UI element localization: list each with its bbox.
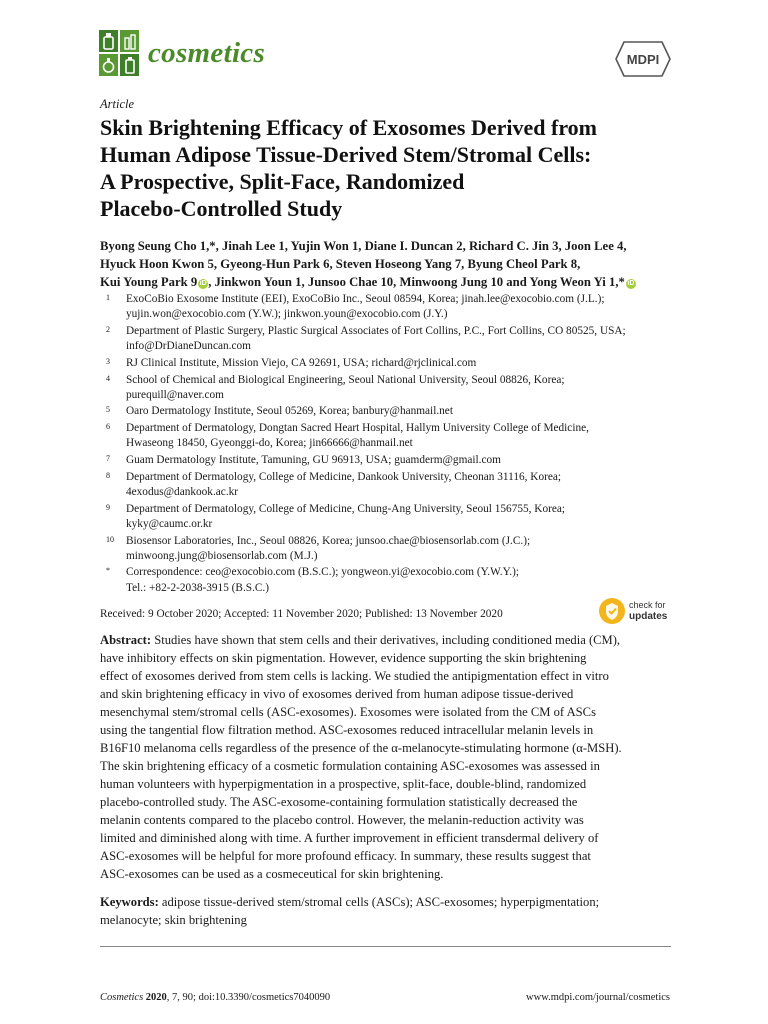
abstract-line: limited and diminished along with time. A further improvement in efficient transdermal delivery of — [100, 831, 599, 845]
keywords-text: adipose tissue-derived stem/stromal cells (ASCs); ASC-exosomes; hyperpigmentation; — [158, 895, 600, 909]
affiliation-text: Hwaseong 18450, Gyeonggi-do, Korea; jin66666@hanmail.net — [126, 437, 413, 450]
abstract-line: melanin contents compared to the placebo control. However, the melanin-reduction activity was — [100, 813, 584, 827]
affiliation-text: minwoong.jung@biosensorlab.com (M.J.) — [126, 549, 318, 562]
check-updates-line: check for — [629, 600, 666, 610]
check-updates-line: updates — [629, 611, 668, 622]
journal-logo[interactable] — [99, 30, 265, 76]
abstract-line: and skin brightening efficacy in vivo of exosomes derived from human adipose tissue-derived — [100, 687, 574, 701]
citation-footer — [100, 992, 330, 1003]
abstract-line: The skin brightening efficacy of a cosmetic formulation containing ASC-exosomes was assessed in — [100, 759, 600, 773]
affiliation-text: Department of Dermatology, Dongtan Sacred Heart Hospital, Hallym University College of Medicine, — [126, 422, 589, 435]
journal-name: cosmetics — [148, 36, 266, 69]
title-line: A Prospective, Split-Face, Randomized — [100, 169, 465, 194]
title-line: Placebo-Controlled Study — [100, 196, 343, 221]
author-line: Byong Seung Cho 1,*, Jinah Lee 1, Yujin Won 1, Diane I. Duncan 2, Richard C. Jin 3, Joon Lee 4, — [100, 239, 627, 253]
title-line: Human Adipose Tissue-Derived Stem/Stromal Cells: — [100, 142, 592, 167]
check-for-updates-badge[interactable] — [598, 597, 667, 625]
affiliation-text: kyky@caumc.or.kr — [126, 517, 213, 530]
keywords-line — [100, 893, 675, 911]
author-name: Kui Young Park 9 — [100, 275, 198, 289]
affiliation-number: 9 — [106, 502, 110, 512]
affiliation-number: * — [106, 566, 110, 576]
abstract — [100, 631, 675, 883]
affiliation-number: 4 — [106, 373, 110, 383]
affiliation-text: Tel.: +82-2-2038-3915 (B.S.C.) — [126, 581, 270, 594]
svg-text:MDPI: MDPI — [626, 52, 660, 67]
abstract-line: ASC-exosomes will be helpful for more profound efficacy. In summary, these results suggest that — [100, 849, 591, 863]
affiliation-item — [100, 356, 680, 371]
author-line: Hyuck Hoon Kwon 5, Gyeong-Hun Park 6, Steven Hoseong Yang 7, Byung Cheol Park 8, — [100, 257, 581, 271]
abstract-line: ASC-exosomes can be used as a cosmeceutical for skin brightening. — [100, 867, 444, 881]
affiliation-item — [100, 453, 680, 468]
affiliation-item — [100, 404, 680, 419]
affiliation-number: 10 — [106, 534, 114, 544]
affiliation-text: info@DrDianeDuncan.com — [126, 340, 251, 353]
affiliation-text: ExoCoBio Exosome Institute (EEI), ExoCoBio Inc., Seoul 08594, Korea; jinah.lee@exocobio.com (J.L.); — [126, 293, 605, 305]
affiliation-number: 7 — [106, 454, 110, 464]
keywords-line: melanocyte; skin brightening — [100, 913, 247, 927]
footer-year: 2020 — [145, 992, 167, 1003]
affiliation-item — [100, 292, 680, 322]
orcid-icon[interactable]: iD — [627, 280, 635, 287]
cosmetics-bottles-icon — [99, 30, 139, 76]
affiliation-number: 2 — [106, 324, 110, 334]
author-line — [100, 273, 700, 291]
affiliation-text: RJ Clinical Institute, Mission Viejo, CA 92691, USA; richard@rjclinical.com — [126, 356, 477, 369]
abstract-line: placebo-controlled study. The ASC-exosome-containing formulation statistically decreased the — [100, 795, 578, 809]
abstract-line: have inhibitory effects on skin pigmentation. However, evidence supporting the skin brightening — [100, 651, 587, 665]
abstract-line — [100, 631, 675, 649]
affiliation-item — [100, 373, 680, 403]
affiliation-text: Department of Plastic Surgery, Plastic Surgical Associates of Fort Collins, P.C., Fort Collins, CO 80525, USA; — [126, 324, 626, 337]
affiliation-text: 4exodus@dankook.ac.kr — [126, 485, 239, 498]
divider — [100, 946, 671, 947]
keywords-label: Keywords: — [100, 895, 159, 909]
affiliation-number: 5 — [106, 405, 110, 415]
abstract-body — [100, 649, 675, 883]
affiliation-item — [100, 470, 680, 500]
abstract-label: Abstract: — [100, 633, 152, 647]
paper-title — [100, 114, 700, 222]
affiliation-number: 6 — [106, 422, 110, 432]
author-list — [100, 237, 700, 291]
check-updates-icon — [598, 597, 626, 625]
affiliation-text: yujin.won@exocobio.com (Y.W.); jinkwon.youn@exocobio.com (J.Y.) — [126, 308, 448, 321]
affiliation-item — [100, 565, 680, 595]
title-line: Skin Brightening Efficacy of Exosomes Derived from — [100, 115, 598, 140]
affiliation-number: 1 — [106, 293, 110, 302]
abstract-line: B16F10 melanoma cells regardless of the presence of the α-melanocyte-stimulating hormone (α-MSH). — [100, 741, 622, 755]
abstract-line: using the tangential flow filtration method. ASC-exosomes reduced intracellular melanin levels in — [100, 723, 594, 737]
publication-dates: Received: 9 October 2020; Accepted: 11 November 2020; Published: 13 November 2020 — [100, 608, 503, 620]
affiliation-text: Correspondence: ceo@exocobio.com (B.S.C.); yongweon.yi@exocobio.com (Y.W.Y.); — [126, 566, 520, 579]
author-names: , Jinkwon Youn 1, Junsoo Chae 10, Minwoong Jung 10 and Yong Weon Yi 1,* — [208, 275, 625, 289]
affiliation-item — [100, 534, 680, 564]
affiliation-item — [100, 421, 680, 451]
abstract-line: effect of exosomes derived from stem cells is lacking. We studied the antipigmentation effect in vitro — [100, 669, 609, 683]
abstract-line: human volunteers with hyperpigmentation in a prospective, split-face, double-blind, randomized — [100, 777, 587, 791]
affiliation-text: Department of Dermatology, College of Medicine, Chung-Ang University, Seoul 156755, Korea; — [126, 502, 566, 515]
affiliation-text: Department of Dermatology, College of Medicine, Dankook University, Cheonan 31116, Korea; — [126, 470, 562, 483]
affiliation-list — [100, 292, 680, 597]
orcid-icon[interactable]: iD — [199, 280, 207, 287]
affiliation-number: 8 — [106, 470, 110, 480]
mdpi-logo[interactable] — [615, 41, 671, 77]
affiliation-text: School of Chemical and Biological Engineering, Seoul National University, Seoul 08826, Korea; — [126, 373, 565, 386]
affiliation-number: 3 — [106, 356, 110, 366]
article-type-label: Article — [100, 97, 135, 111]
footer-citation: , 7, 90; doi:10.3390/cosmetics7040090 — [166, 992, 331, 1003]
journal-url-link[interactable]: www.mdpi.com/journal/cosmetics — [526, 992, 670, 1003]
abstract-line: mesenchymal stem/stromal cells (ASC-exosomes). Exosomes were isolated from the CM of ASCs — [100, 705, 596, 719]
affiliation-text: Oaro Dermatology Institute, Seoul 05269, Korea; banbury@hanmail.net — [126, 405, 453, 418]
affiliation-item — [100, 502, 680, 532]
affiliation-text: Biosensor Laboratories, Inc., Seoul 08826, Korea; junsoo.chae@biosensorlab.com (J.C.); — [126, 534, 531, 547]
affiliation-text: purequill@naver.com — [126, 388, 224, 401]
abstract-text: Studies have shown that stem cells and their derivatives, including conditioned media (CM), — [151, 633, 621, 647]
affiliation-text: Guam Dermatology Institute, Tamuning, GU 96913, USA; guamderm@gmail.com — [126, 454, 501, 467]
footer-journal: Cosmetics — [100, 992, 144, 1003]
check-updates-text — [629, 600, 667, 622]
affiliation-item — [100, 324, 680, 354]
keywords — [100, 893, 675, 929]
